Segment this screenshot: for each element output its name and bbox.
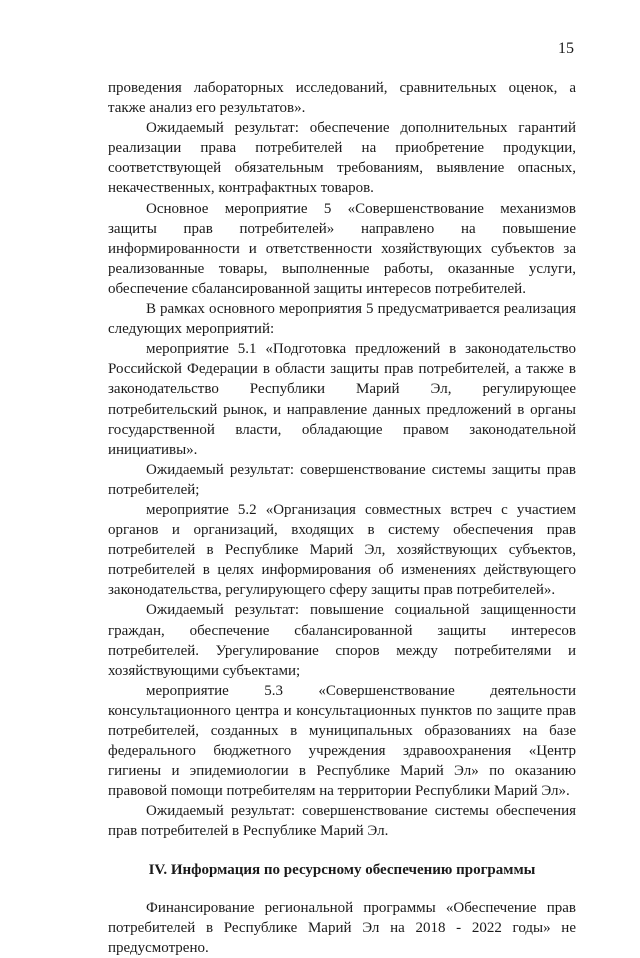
- paragraph-10: Ожидаемый результат: совершенствование системы обеспечения прав потребителей в Республике Марий Эл.: [108, 803, 576, 840]
- paragraph-6: Ожидаемый результат: совершенствование системы защиты прав потребителей;: [108, 461, 576, 498]
- page-number: 15: [558, 40, 574, 57]
- paragraph-4: В рамках основного мероприятия 5 предусматривается реализация следующих мероприятий:: [108, 301, 576, 338]
- financing-paragraph: Финансирование региональной программы «Обеспечение прав потребителей в Республике Марий Эл на 2018 - 2022 годы» не предусмотрено.: [108, 899, 576, 956]
- paragraph-2: Ожидаемый результат: обеспечение дополнительных гарантий реализации права потребителей на приобретение продукции, соответствующей обязательным требованиям, выявление опасных, некачественных, контрафактных товаров.: [108, 120, 576, 197]
- paragraph-7: мероприятие 5.2 «Организация совместных встреч с участием органов и организаций, входящих в систему обеспечения прав потребителей в Республике Марий Эл, хозяйствующих субъектов, потребителей в целях информирования об изменениях действующего законодательства, регулирующего сферу защиты прав потребителей».: [108, 501, 576, 599]
- paragraph-5: мероприятие 5.1 «Подготовка предложений в законодательство Российской Федерации в области защиты прав потребителей, а также в законодательство Республики Марий Эл, регулирующее потребительский рынок, и направление данных предложений в органы государственной власти, обладающие правом законодательной инициативы».: [108, 341, 576, 458]
- paragraph-9: мероприятие 5.3 «Совершенствование деятельности консультационного центра и консультационных пунктов по защите прав потребителей, созданных в муниципальных образованиях на базе федерального бюджетного учреждения здравоохранения «Центр гигиены и эпидемиологии в Республике Марий Эл» по оказанию правовой помощи потребителям на территории Республики Марий Эл».: [108, 682, 576, 800]
- document-body: [108, 78, 576, 958]
- paragraph-8: Ожидаемый результат: повышение социальной защищенности граждан, обеспечение сбалансированной защиты интересов потребителей. Урегулирование споров между потребителями и хозяйствующими субъектами;: [108, 602, 576, 679]
- paragraph-1: проведения лабораторных исследований, сравнительных оценок, а также анализ его результатов».: [108, 80, 576, 117]
- section-heading: IV. Информация по ресурсному обеспечению программы: [148, 861, 536, 878]
- paragraph-3: Основное мероприятие 5 «Совершенствование механизмов защиты прав потребителей» направлено на повышение информированности и ответственности хозяйствующих субъектов за реализованные товары, выполненные работы, оказанные услуги, обеспечение сбалансированной защиты интересов потребителей.: [108, 200, 576, 297]
